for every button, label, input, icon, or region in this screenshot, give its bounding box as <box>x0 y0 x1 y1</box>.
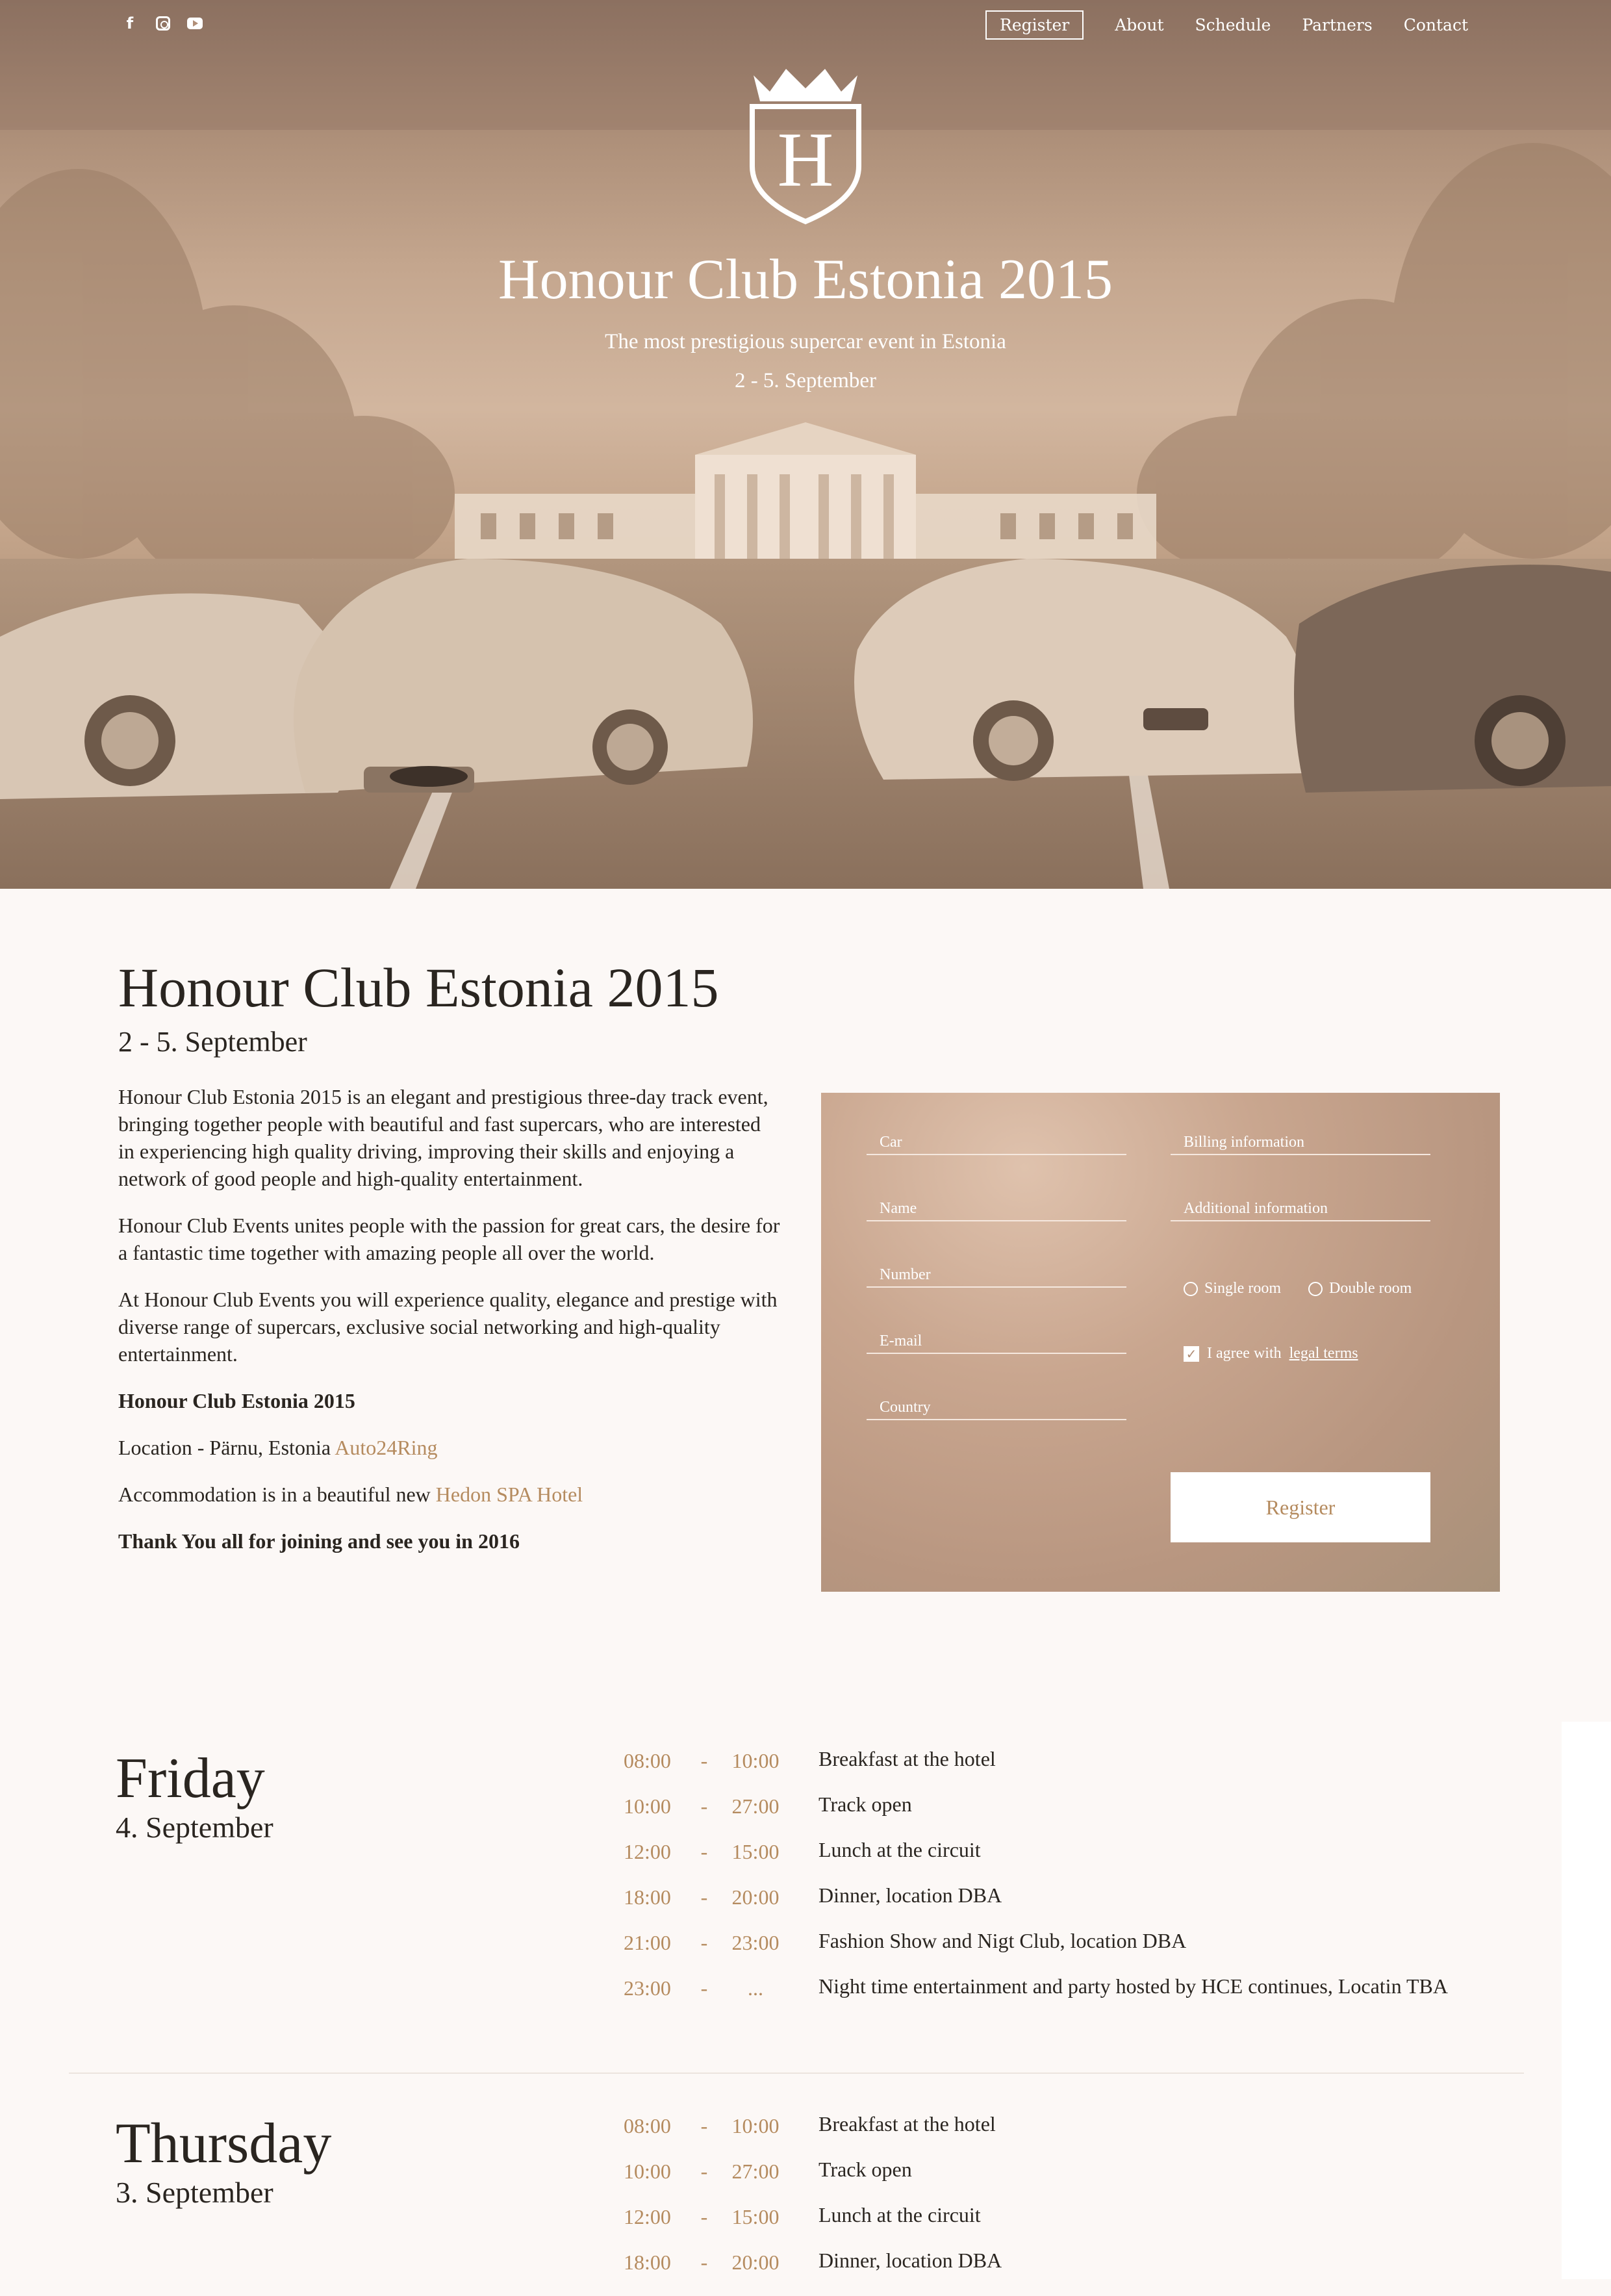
register-submit-button[interactable]: Register <box>1171 1472 1430 1542</box>
day-name: Thursday <box>116 2112 332 2175</box>
time-from: 08:00 <box>624 1749 671 1772</box>
schedule-row <box>624 1840 1468 1885</box>
time-separator: - <box>700 1931 708 1954</box>
time-separator: - <box>700 2205 708 2228</box>
trees-right <box>1137 143 1611 585</box>
accommodation-text: Accommodation is in a beautiful new <box>118 1483 436 1506</box>
single-room-radio[interactable] <box>1184 1280 1281 1297</box>
time-separator: - <box>700 1749 708 1772</box>
time-from: 10:00 <box>624 1794 671 1818</box>
day-heading-friday <box>116 1748 440 1844</box>
schedule-row <box>624 2114 1468 2160</box>
schedule-row <box>624 1931 1468 1976</box>
event-description: Lunch at the circuit <box>818 1838 981 1861</box>
nav-schedule-link[interactable]: Schedule <box>1195 16 1271 34</box>
time-to: 27:00 <box>731 2160 780 2183</box>
intro-subtitle: 2 - 5. September <box>118 1026 307 1058</box>
time-separator: - <box>700 1840 708 1863</box>
event-description: Breakfast at the hotel <box>818 2112 996 2136</box>
billing-placeholder: Billing information <box>1184 1134 1304 1151</box>
hedon-spa-link[interactable]: Hedon SPA Hotel <box>435 1483 583 1506</box>
time-from: 18:00 <box>624 2251 671 2274</box>
number-placeholder: Number <box>880 1266 931 1283</box>
country-placeholder: Country <box>880 1399 931 1416</box>
agree-text: I agree with <box>1207 1345 1282 1362</box>
time-from: 12:00 <box>624 2205 671 2228</box>
single-room-label: Single room <box>1204 1280 1281 1297</box>
event-description: Fashion Show and Nigt Club, location DBA <box>818 1929 1187 1952</box>
time-to: 20:00 <box>731 1885 780 1909</box>
thanks-text: Thank You all for joining and see you in 2016 <box>118 1529 520 1553</box>
time-separator: - <box>700 1794 708 1818</box>
intro-paragraph-3: At Honour Club Events you will experience quality, elegance and prestige with diverse range of supercars, exclusive social networking and high-quality entertainment. <box>118 1288 778 1366</box>
facebook-icon[interactable]: f <box>126 14 134 32</box>
time-to: 23:00 <box>731 1931 780 1954</box>
hero-subtitle: The most prestigious supercar event in Estonia <box>605 330 1006 353</box>
intro-section <box>118 955 781 1574</box>
location-line <box>118 1434 781 1461</box>
event-description: Breakfast at the hotel <box>818 1747 996 1770</box>
schedule-row <box>624 1976 1468 2022</box>
time-from: 12:00 <box>624 1840 671 1863</box>
double-room-radio[interactable] <box>1308 1280 1412 1297</box>
hero-banner <box>0 0 1611 889</box>
event-description: Dinner, location DBA <box>818 1883 1002 1907</box>
legal-terms-link[interactable]: legal terms <box>1289 1345 1358 1362</box>
single-room-radio-circle[interactable] <box>1184 1282 1198 1296</box>
billing-field[interactable] <box>1171 1125 1430 1155</box>
nav-register-button[interactable]: Register <box>985 10 1084 40</box>
mansion <box>455 422 1156 565</box>
schedule-row <box>624 2251 1468 2296</box>
checkmark-icon[interactable]: ✓ <box>1184 1346 1199 1362</box>
event-description: Track open <box>818 1792 912 1816</box>
time-to: 20:00 <box>731 2251 780 2274</box>
time-from: 10:00 <box>624 2160 671 2183</box>
day-date: 4. September <box>116 1811 273 1844</box>
intro-paragraph-1: Honour Club Estonia 2015 is an elegant and prestigious three-day track event, bringing together people with beautiful and fast supercars, who are interested in experiencing high quality driving, improving their skills and enjoying a network of good people and high-quality entertainment. <box>118 1085 768 1190</box>
intro-title: Honour Club Estonia 2015 <box>118 956 719 1019</box>
time-separator: - <box>700 1976 708 2000</box>
country-field[interactable] <box>867 1390 1126 1420</box>
time-from: 08:00 <box>624 2114 671 2137</box>
additional-placeholder: Additional information <box>1184 1200 1328 1217</box>
event-description: Night time entertainment and party hosted by HCE continues, Locatin TBA <box>818 1974 1448 1998</box>
time-separator: - <box>700 2160 708 2183</box>
social-links <box>121 14 203 32</box>
hero-title: Honour Club Estonia 2015 <box>498 248 1113 311</box>
event-description: Lunch at the circuit <box>818 2203 981 2226</box>
intro-bold-title: Honour Club Estonia 2015 <box>118 1389 355 1412</box>
crest-letter: H <box>777 116 834 203</box>
legal-terms-checkbox[interactable] <box>1184 1345 1358 1362</box>
time-to: 10:00 <box>731 1749 780 1772</box>
double-room-label: Double room <box>1329 1280 1412 1297</box>
right-rail <box>1562 1722 1611 2279</box>
schedule-row <box>624 1749 1468 1794</box>
email-field[interactable] <box>867 1324 1126 1354</box>
time-separator: - <box>700 1885 708 1909</box>
auto24ring-link[interactable]: Auto24Ring <box>335 1436 438 1459</box>
time-from: 23:00 <box>624 1976 671 2000</box>
number-field[interactable] <box>867 1258 1126 1288</box>
car-placeholder: Car <box>880 1134 902 1151</box>
day-heading-thursday <box>116 2113 440 2210</box>
time-to: ... <box>748 1976 763 2000</box>
email-placeholder: E-mail <box>880 1333 922 1349</box>
registration-form <box>821 1093 1500 1592</box>
hero-date: 2 - 5. September <box>734 369 877 392</box>
time-from: 18:00 <box>624 1885 671 1909</box>
double-room-radio-circle[interactable] <box>1308 1282 1323 1296</box>
crest-logo <box>741 62 870 225</box>
schedule-row <box>624 2160 1468 2205</box>
time-to: 15:00 <box>731 2205 780 2228</box>
main-nav <box>985 10 1468 40</box>
name-placeholder: Name <box>880 1200 917 1217</box>
nav-contact-link[interactable]: Contact <box>1403 16 1468 34</box>
accommodation-line <box>118 1481 781 1508</box>
time-to: 10:00 <box>731 2114 780 2137</box>
event-description: Track open <box>818 2158 912 2181</box>
time-separator: - <box>700 2114 708 2137</box>
schedule-divider <box>69 2073 1524 2074</box>
nav-partners-link[interactable]: Partners <box>1302 16 1373 34</box>
instagram-icon[interactable] <box>156 16 170 31</box>
nav-about-link[interactable]: About <box>1115 16 1164 34</box>
intro-paragraph-2: Honour Club Events unites people with the passion for great cars, the desire for a fantastic time together with amazing people all over the world. <box>118 1214 780 1264</box>
schedule-row <box>624 2205 1468 2251</box>
event-description: Dinner, location DBA <box>818 2249 1002 2272</box>
schedule-row <box>624 1885 1468 1931</box>
name-field[interactable] <box>867 1192 1126 1221</box>
time-to: 15:00 <box>731 1840 780 1863</box>
day-name: Friday <box>116 1747 265 1810</box>
car-field[interactable] <box>867 1125 1126 1155</box>
time-from: 21:00 <box>624 1931 671 1954</box>
additional-info-field[interactable] <box>1171 1192 1430 1221</box>
time-to: 27:00 <box>731 1794 780 1818</box>
day-date: 3. September <box>116 2176 273 2209</box>
schedule-row <box>624 1794 1468 1840</box>
youtube-icon[interactable] <box>187 18 203 29</box>
location-text: Location - Pärnu, Estonia <box>118 1436 335 1459</box>
time-separator: - <box>700 2251 708 2274</box>
